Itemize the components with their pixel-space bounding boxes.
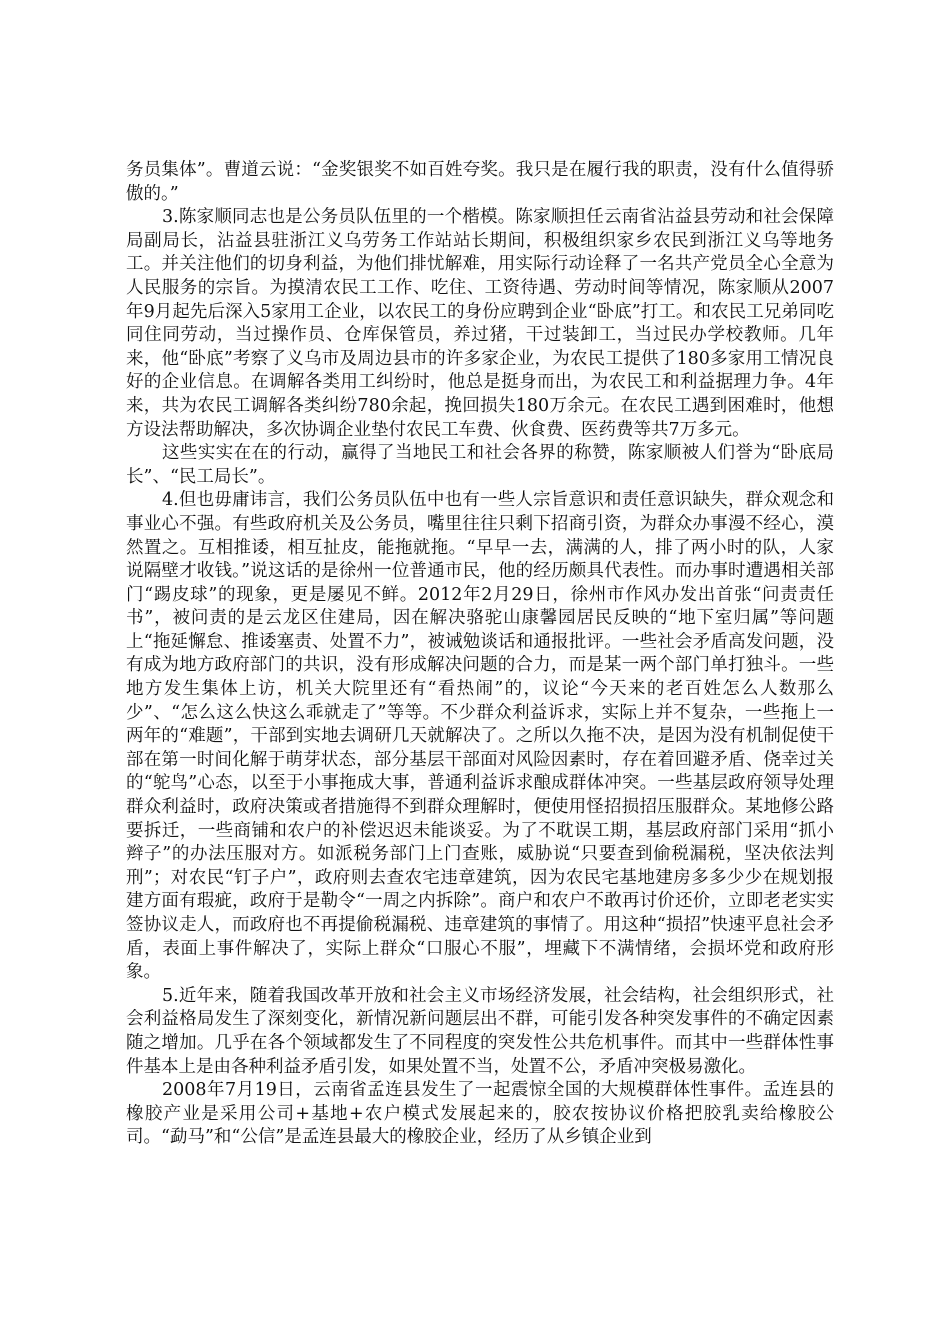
paragraph-praise: 这些实实在在的行动，赢得了当地民工和社会各界的称赞，陈家顺被人们誉为“卧底局长”、“民工局长”。	[126, 443, 834, 487]
paragraph-chen-jiashun: 3.陈家顺同志也是公务员队伍里的一个楷模。陈家顺担任云南省沾益县劳动和社会保障局副局长，沾益县驻浙江义乌劳务工作站站长期间，积极组织家乡农民到浙江义乌等地务工。并关注他们的切身利益，为他们排忧解难，用实际行动诠释了一名共产党员全心全意为人民服务的宗旨。为摸清农民工工作、吃住、工资待遇、劳动时间等情况，陈家顺从2007年9月起先后深入5家用工企业，以农民工的身份应聘到企业“卧底”打工。和农民工兄弟同吃同住同劳动，当过操作员、仓库保管员，养过猪，干过装卸工，当过民办学校教师。几年来，他“卧底”考察了义乌市及周边县市的许多家企业，为农民工提供了180多家用工情况良好的企业信息。在调解各类用工纠纷时，他总是挺身而出，为农民工和利益据理力争。4年来，共为农民工调解各类纠纷780余起，挽回损失180万余元。在农民工遇到困难时，他想方设法帮助解决，多次协调企业垫付农民工车费、伙食费、医药费等共7万多元。	[126, 207, 834, 440]
paragraph-menglian-event: 2008年7月19日，云南省孟连县发生了一起震惊全国的大规模群体性事件。孟连县的橡胶产业是采用公司+基地+农户模式发展起来的，胶农按协议价格把胶乳卖给橡胶公司。“勐马”和“公信”是孟连县最大的橡胶企业，经历了从乡镇企业到	[126, 1080, 834, 1148]
paragraph-shortcomings: 4.但也毋庸讳言，我们公务员队伍中也有一些人宗旨意识和责任意识缺失，群众观念和事业心不强。有些政府机关及公务员，嘴里往往只剩下招商引资，为群众办事漫不经心，漠然置之。互相推诿，相互扯皮，能拖就拖。“早早一去，满满的人，排了两小时的队，人家说隔壁才收钱。”说这话的是徐州一位普通市民，他的经历颇具代表性。而办事时遭遇相关部门“踢皮球”的现象，更是屡见不鲜。2012年2月29日，徐州市作风办发出首张“问责责任书”，被问责的是云龙区住建局，因在解决骆驼山康馨园居民反映的“地下室归属”等问题上“拖延懈怠、推诿塞责、处置不力”，被诫勉谈话和通报批评。一些社会矛盾高发问题，没有成为地方政府部门的共识，没有形成解决问题的合力，而是某一两个部门单打独斗。一些地方发生集体上访，机关大院里还有“看热闹”的，议论“今天来的老百姓怎么人数那么少”、“怎么这么快这么乖就走了”等等。不少群众利益诉求，实际上并不复杂，一些拖上一两年的“难题”，干部到实地去调研几天就解决了。之所以久拖不决，是因为没有机制促使干部在第一时间化解于萌芽状态，部分基层干部面对风险因素时，存在着回避矛盾、侥幸过关的“鸵鸟”心态，以至于小事拖成大事，普通利益诉求酿成群体冲突。一些基层政府领导处理群众利益时，政府决策或者措施得不到群众理解时，便使用怪招损招压服群众。某地修公路要拆迁，一些商铺和农户的补偿迟迟未能谈妥。为了不耽误工期，基层政府部门采用“抓小辫子”的办法压服对方。如派税务部门上门查账，威胁说“只要查到偷税漏税，坚决依法判刑”；对农民“钉子户”，政府则去查农宅违章建筑，因为农民宅基地建房多多少少在规划报建方面有瑕疵，政府于是勒令“一周之内拆除”。商户和农户不敢再讨价还价，立即老老实实签协议走人，而政府也不再提偷税漏税、违章建筑的事情了。用这种“损招”快速平息社会矛盾，表面上事件解决了，实际上群众“口服心不服”，埋藏下不满情绪，会损坏党和政府形象。	[126, 490, 834, 983]
paragraph-continuation: 务员集体”。曹道云说：“金奖银奖不如百姓夸奖。我只是在履行我的职责，没有什么值得骄傲的。”	[126, 160, 834, 204]
paragraph-reform: 5.近年来，随着我国改革开放和社会主义市场经济发展，社会结构，社会组织形式，社会利益格局发生了深刻变化，新情况新问题层出不群，可能引发各种突发事件的不确定因素随之增加。几乎在各个领域都发生了不同程度的突发性公共危机事件。而其中一些群体性事件基本上是由各种利益矛盾引发，如果处置不当，处置不公，矛盾冲突极易激化。	[126, 985, 834, 1077]
document-body	[126, 159, 834, 1150]
